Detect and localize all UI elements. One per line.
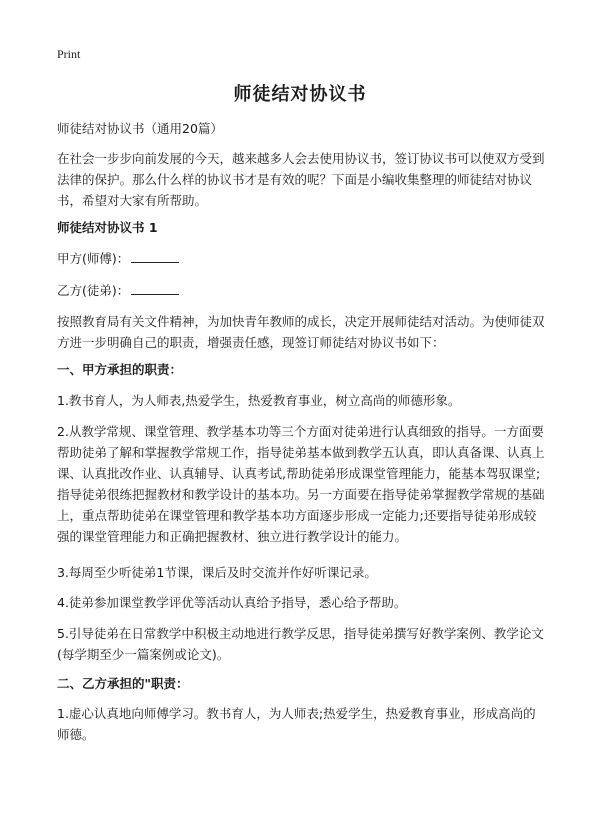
duty-a-item: 5.引导徒弟在日常教学中积极主动地进行教学反思，指导徒弟撰写好教学案例、教学论文(每学期至少一篇案例或论文)。 (57, 626, 544, 662)
duty-a-item: 1.教书育人，为人师表,热爱学生，热爱教育事业，树立高尚的师德形象。 (57, 393, 461, 408)
document-title: 师徒结对协议书 (233, 84, 367, 105)
section-title: 师徒结对协议书 1 (57, 220, 158, 235)
party-a-blank (131, 249, 179, 263)
party-a-label: 甲方(师傅)： (57, 251, 130, 266)
print-label[interactable]: Print (57, 47, 81, 61)
document-subtitle: 师徒结对协议书（通用20篇） (57, 121, 223, 136)
duty-a-item: 4.徒弟参加课堂教学评优等活动认真给予指导，悉心给予帮助。 (57, 595, 407, 610)
duties-b-heading: 二、乙方承担的"职责： (57, 676, 189, 691)
duty-b-item: 1.虚心认真地向师傅学习。教书育人，为人师表;热爱学生，热爱教育事业，形成高尚的师德。 (57, 706, 536, 742)
duty-a-item: 2.从教学常规、课堂管理、教学基本功等三个方面对徒弟进行认真细致的指导。一方面要帮助徒弟了解和掌握教学常规工作，指导徒弟基本做到教学五认真，即认真备课、认真上课、认真批改作业、认真辅导、认真考试,帮助徒弟形成课堂管理能力，能基本驾驭课堂;指导徒弟很练把握教材和教学设计的基本功。另一方面要在指导徒弟掌握教学常规的基础上，重点帮助徒弟在课堂管理和教学基本功方面逐步形成一定能力;还要指导徒弟形成较强的课堂管理能力和正确把握教材、独立进行教学设计的能力。 (57, 424, 545, 544)
party-b-line (57, 280, 547, 301)
party-b-label: 乙方(徒弟)： (57, 283, 130, 298)
party-a-line (57, 248, 547, 269)
party-b-blank (131, 281, 179, 295)
duties-a-heading: 一、甲方承担的职责： (57, 362, 183, 377)
intro-paragraph: 在社会一步步向前发展的今天，越来越多人会去使用协议书，签订协议书可以使双方受到法律的保护。那么什么样的协议书才是有效的呢？下面是小编收集整理的师徒结对协议书，希望对大家有所帮助。 (57, 151, 545, 208)
preamble-paragraph: 按照教育局有关文件精神，为加快青年教师的成长，决定开展师徒结对活动。为使师徒双方进一步明确自己的职责，增强责任感，现签订师徒结对协议书如下： (57, 314, 545, 350)
duty-a-item: 3.每周至少听徒弟1节课，课后及时交流并作好听课记录。 (57, 565, 377, 580)
